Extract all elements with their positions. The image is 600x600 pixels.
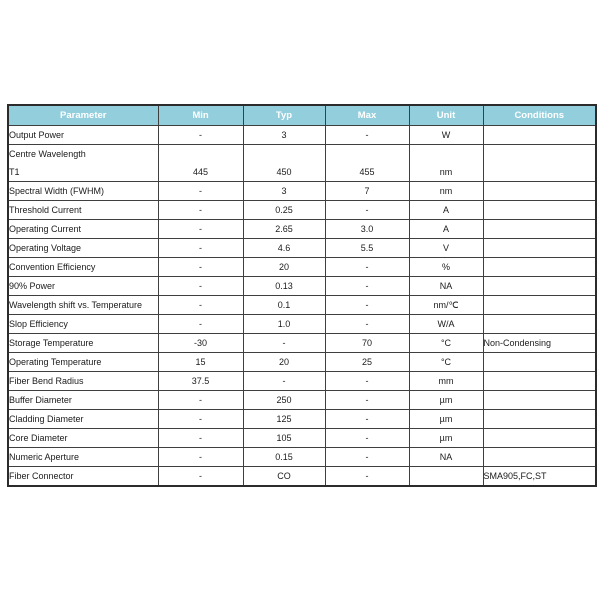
parameter-line-2: T1: [9, 167, 20, 177]
cell-max: -: [325, 448, 409, 467]
header-conditions: Conditions: [483, 105, 596, 126]
cell-unit: nm/℃: [409, 296, 483, 315]
header-typ: Typ: [243, 105, 325, 126]
cell-conditions: [483, 182, 596, 201]
cell-min: -: [158, 182, 243, 201]
cell-typ: 250: [243, 391, 325, 410]
cell-conditions: Non-Condensing: [483, 334, 596, 353]
cell-parameter: Wavelength shift vs. Temperature: [8, 296, 158, 315]
cell-parameter: Core Diameter: [8, 429, 158, 448]
cell-max: 7: [325, 182, 409, 201]
cell-parameter: Cladding Diameter: [8, 410, 158, 429]
cell-unit: [409, 467, 483, 487]
cell-typ: 3: [243, 182, 325, 201]
cell-parameter: Output Power: [8, 126, 158, 145]
cell-min: 15: [158, 353, 243, 372]
cell-max: 5.5: [325, 239, 409, 258]
cell-conditions: [483, 126, 596, 145]
table-row: [8, 429, 596, 448]
cell-min: -: [158, 391, 243, 410]
cell-parameter: Fiber Bend Radius: [8, 372, 158, 391]
cell-max: -: [325, 126, 409, 145]
cell-typ: 20: [243, 353, 325, 372]
parameter-line-1: Centre Wavelength: [9, 149, 86, 159]
cell-min: -: [158, 467, 243, 487]
table-row: [8, 239, 596, 258]
cell-parameter: Threshold Current: [8, 201, 158, 220]
cell-min: -: [158, 201, 243, 220]
cell-conditions: SMA905,FC,ST: [483, 467, 596, 487]
cell-max: 3.0: [325, 220, 409, 239]
cell-min: -: [158, 315, 243, 334]
cell-typ: 20: [243, 258, 325, 277]
cell-conditions: [483, 353, 596, 372]
table-row: [8, 372, 596, 391]
cell-typ: -: [243, 372, 325, 391]
cell-parameter: Operating Current: [8, 220, 158, 239]
cell-parameter: Slop Efficiency: [8, 315, 158, 334]
cell-max: 25: [325, 353, 409, 372]
cell-max: -: [325, 277, 409, 296]
cell-conditions: [483, 220, 596, 239]
cell-unit: A: [409, 220, 483, 239]
cell-max: 455: [325, 145, 409, 182]
cell-min: -30: [158, 334, 243, 353]
cell-unit: mm: [409, 372, 483, 391]
table-row: [8, 201, 596, 220]
header-min: Min: [158, 105, 243, 126]
cell-parameter: Convention Efficiency: [8, 258, 158, 277]
cell-parameter: Numeric Aperture: [8, 448, 158, 467]
cell-unit: NA: [409, 448, 483, 467]
cell-conditions: [483, 258, 596, 277]
table-row: [8, 258, 596, 277]
header-unit: Unit: [409, 105, 483, 126]
cell-min: -: [158, 296, 243, 315]
cell-min: 445: [158, 145, 243, 182]
cell-parameter: Fiber Connector: [8, 467, 158, 487]
cell-parameter: [8, 145, 158, 182]
cell-typ: -: [243, 334, 325, 353]
cell-unit: °C: [409, 334, 483, 353]
table-row: [8, 391, 596, 410]
table-row: [8, 145, 596, 182]
cell-unit: W/A: [409, 315, 483, 334]
cell-parameter: Buffer Diameter: [8, 391, 158, 410]
cell-typ: 105: [243, 429, 325, 448]
cell-typ: 0.15: [243, 448, 325, 467]
cell-max: -: [325, 201, 409, 220]
table-row: [8, 182, 596, 201]
cell-max: -: [325, 429, 409, 448]
table-row: [8, 410, 596, 429]
table-row: [8, 220, 596, 239]
cell-parameter: Storage Temperature: [8, 334, 158, 353]
table-row: [8, 334, 596, 353]
cell-conditions: [483, 391, 596, 410]
cell-unit: nm: [409, 182, 483, 201]
table-row: [8, 448, 596, 467]
cell-typ: 2.65: [243, 220, 325, 239]
cell-conditions: [483, 239, 596, 258]
table-row: [8, 467, 596, 487]
cell-typ: 0.25: [243, 201, 325, 220]
cell-min: -: [158, 220, 243, 239]
cell-typ: 450: [243, 145, 325, 182]
cell-unit: A: [409, 201, 483, 220]
cell-min: -: [158, 410, 243, 429]
cell-typ: 0.13: [243, 277, 325, 296]
table-row: [8, 277, 596, 296]
table-row: [8, 315, 596, 334]
cell-typ: 0.1: [243, 296, 325, 315]
cell-typ: 4.6: [243, 239, 325, 258]
cell-max: -: [325, 315, 409, 334]
cell-unit: °C: [409, 353, 483, 372]
cell-typ: CO: [243, 467, 325, 487]
cell-max: -: [325, 467, 409, 487]
cell-unit: µm: [409, 429, 483, 448]
cell-conditions: [483, 372, 596, 391]
cell-max: 70: [325, 334, 409, 353]
cell-min: -: [158, 277, 243, 296]
cell-conditions: [483, 145, 596, 182]
cell-unit: %: [409, 258, 483, 277]
cell-conditions: [483, 296, 596, 315]
header-parameter: Parameter: [8, 105, 158, 126]
cell-conditions: [483, 201, 596, 220]
cell-parameter: Operating Temperature: [8, 353, 158, 372]
cell-unit: W: [409, 126, 483, 145]
cell-parameter: Operating Voltage: [8, 239, 158, 258]
cell-min: -: [158, 258, 243, 277]
spec-table: [7, 104, 597, 487]
table-row: [8, 296, 596, 315]
table-row: [8, 353, 596, 372]
cell-conditions: [483, 277, 596, 296]
cell-conditions: [483, 448, 596, 467]
cell-min: -: [158, 448, 243, 467]
table-row: [8, 126, 596, 145]
cell-max: -: [325, 296, 409, 315]
cell-min: 37.5: [158, 372, 243, 391]
cell-typ: 1.0: [243, 315, 325, 334]
cell-conditions: [483, 429, 596, 448]
cell-unit: V: [409, 239, 483, 258]
cell-conditions: [483, 315, 596, 334]
cell-unit: nm: [409, 145, 483, 182]
cell-min: -: [158, 239, 243, 258]
cell-min: -: [158, 126, 243, 145]
cell-max: -: [325, 410, 409, 429]
header-max: Max: [325, 105, 409, 126]
spec-table-body: [8, 126, 596, 487]
cell-max: -: [325, 391, 409, 410]
cell-conditions: [483, 410, 596, 429]
cell-typ: 125: [243, 410, 325, 429]
cell-typ: 3: [243, 126, 325, 145]
cell-unit: NA: [409, 277, 483, 296]
cell-max: -: [325, 258, 409, 277]
cell-parameter: 90% Power: [8, 277, 158, 296]
cell-min: -: [158, 429, 243, 448]
cell-unit: µm: [409, 410, 483, 429]
cell-max: -: [325, 372, 409, 391]
cell-unit: µm: [409, 391, 483, 410]
cell-parameter: Spectral Width (FWHM): [8, 182, 158, 201]
header-row: [8, 105, 596, 126]
